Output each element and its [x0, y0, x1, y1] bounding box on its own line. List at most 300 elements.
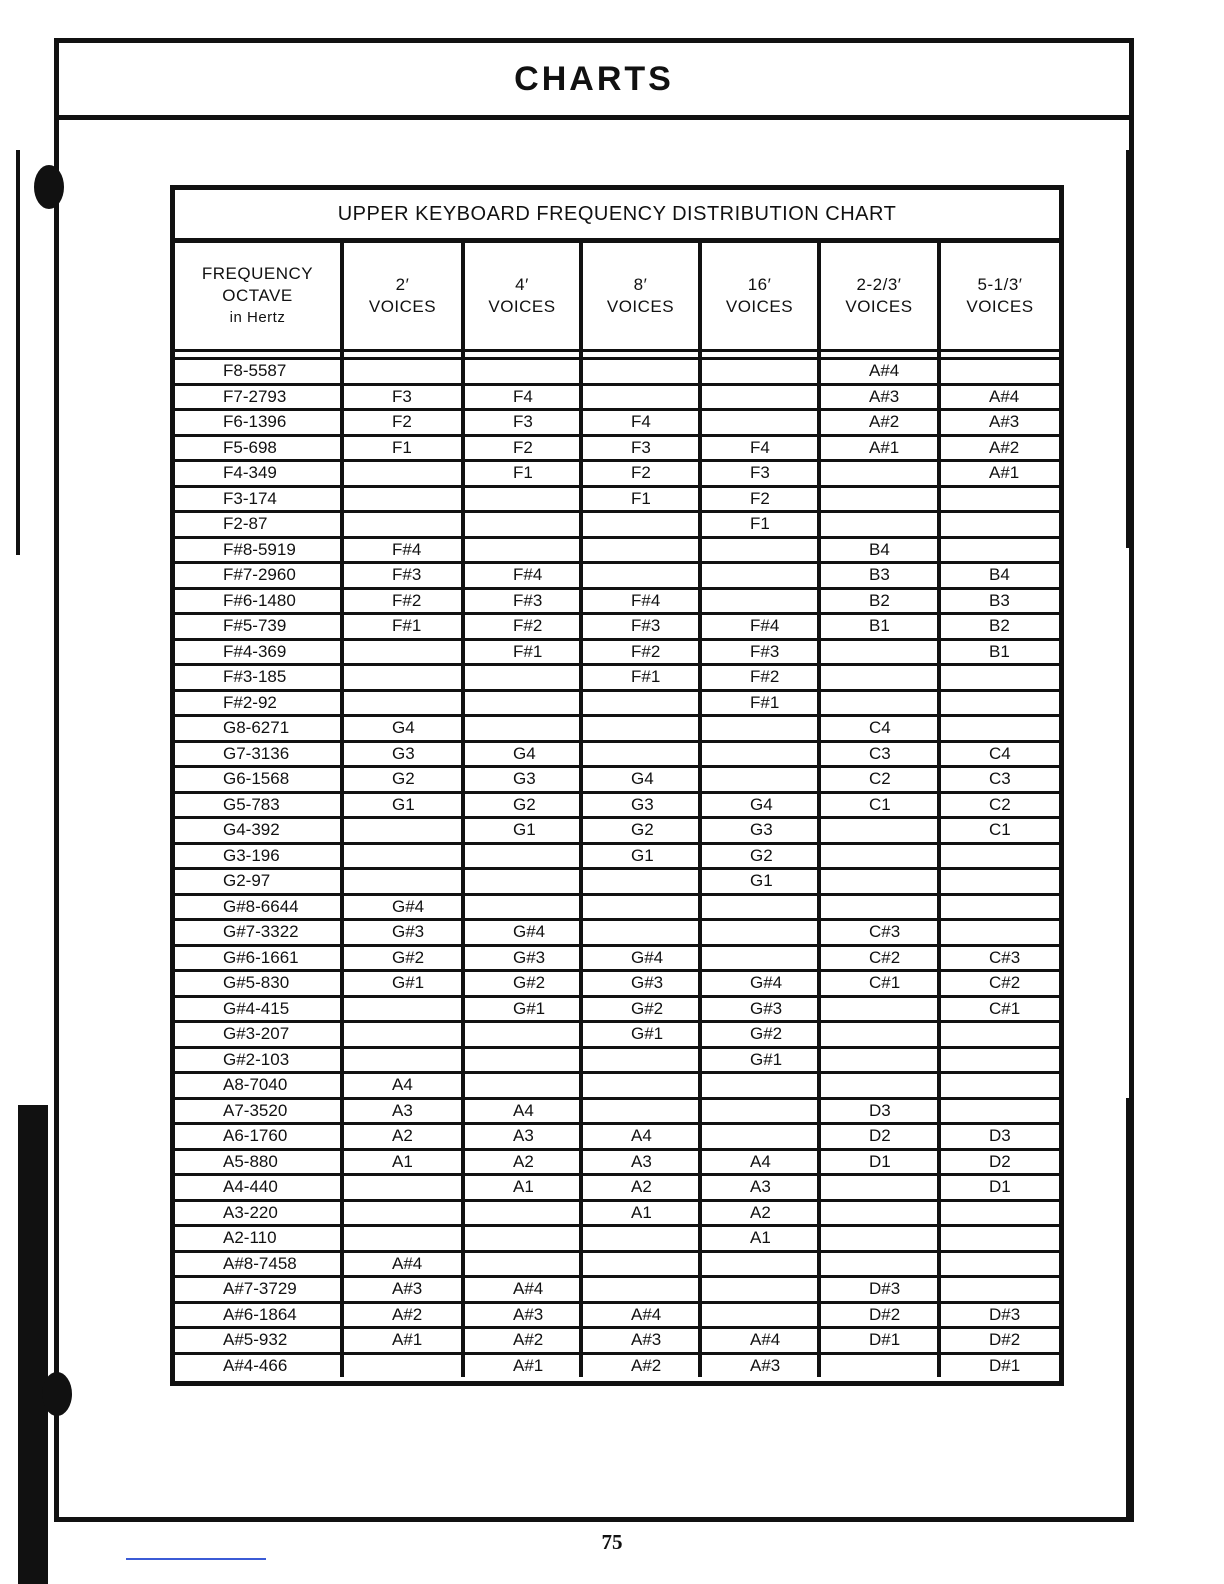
voices-2-cell — [342, 690, 463, 716]
voices-2-cell: F3 — [342, 384, 463, 410]
voices-2-2-3-cell — [819, 818, 939, 844]
frequency-cell: F#5-739 — [175, 614, 342, 640]
voices-8-cell — [581, 537, 700, 563]
voices-2-2-3-cell — [819, 1226, 939, 1252]
voices-4-cell: G#2 — [463, 971, 581, 997]
voices-5-1-3-cell — [939, 1073, 1059, 1099]
voices-2-cell — [342, 1047, 463, 1073]
frequency-cell: F3-174 — [175, 486, 342, 512]
table-row — [175, 1226, 1059, 1252]
frequency-table — [175, 243, 1059, 1377]
voices-16-cell — [700, 741, 819, 767]
voices-16-cell: A2 — [700, 1200, 819, 1226]
voices-2-cell — [342, 1175, 463, 1201]
voices-5-1-3-cell: D#2 — [939, 1328, 1059, 1354]
voices-8-cell — [581, 384, 700, 410]
frequency-cell: A7-3520 — [175, 1098, 342, 1124]
voices-4-cell: A2 — [463, 1149, 581, 1175]
voices-2-2-3-cell — [819, 1073, 939, 1099]
frequency-cell: F2-87 — [175, 512, 342, 538]
voices-5-1-3-cell: D#1 — [939, 1353, 1059, 1377]
voices-4-cell: G#1 — [463, 996, 581, 1022]
frequency-cell: A3-220 — [175, 1200, 342, 1226]
voices-8-cell: A2 — [581, 1175, 700, 1201]
voices-4-cell — [463, 1226, 581, 1252]
voices-8-cell: G#3 — [581, 971, 700, 997]
voices-2-2-3-cell — [819, 461, 939, 487]
frequency-cell: A6-1760 — [175, 1124, 342, 1150]
table-row — [175, 614, 1059, 640]
voices-2-cell: G#4 — [342, 894, 463, 920]
voices-16-cell: A1 — [700, 1226, 819, 1252]
table-row — [175, 869, 1059, 895]
voices-8-cell: A4 — [581, 1124, 700, 1150]
voices-5-1-3-cell — [939, 869, 1059, 895]
voices-2-cell: F2 — [342, 410, 463, 436]
header-divider-row — [175, 351, 1059, 359]
table-row — [175, 920, 1059, 946]
voices-16-cell — [700, 945, 819, 971]
voices-2-2-3-cell: A#2 — [819, 410, 939, 436]
frequency-cell: G5-783 — [175, 792, 342, 818]
voices-4-cell: A#1 — [463, 1353, 581, 1377]
table-row — [175, 486, 1059, 512]
voices-5-1-3-cell — [939, 1251, 1059, 1277]
voices-2-cell — [342, 1226, 463, 1252]
voices-8-cell — [581, 1073, 700, 1099]
voices-2-2-3-cell — [819, 1251, 939, 1277]
table-row — [175, 1022, 1059, 1048]
footer-rule — [126, 1558, 266, 1560]
voices-16-cell — [700, 1251, 819, 1277]
voices-8-cell — [581, 512, 700, 538]
table-row — [175, 716, 1059, 742]
voices-2-2-3-cell — [819, 843, 939, 869]
voices-2-2-3-cell: D#2 — [819, 1302, 939, 1328]
frequency-cell: F#6-1480 — [175, 588, 342, 614]
voices-5-1-3-cell: C3 — [939, 767, 1059, 793]
frequency-cell: G#4-415 — [175, 996, 342, 1022]
voices-5-1-3-cell — [939, 690, 1059, 716]
table-row — [175, 1277, 1059, 1303]
voices-16-cell — [700, 359, 819, 385]
frequency-chart — [170, 185, 1064, 1386]
voices-5-1-3-cell: A#4 — [939, 384, 1059, 410]
voices-4-cell: G1 — [463, 818, 581, 844]
voices-5-1-3-cell: C1 — [939, 818, 1059, 844]
voices-5-1-3-cell — [939, 1277, 1059, 1303]
voices-4-cell: A3 — [463, 1124, 581, 1150]
voices-2-cell: A2 — [342, 1124, 463, 1150]
table-row — [175, 563, 1059, 589]
voices-16-cell: F#1 — [700, 690, 819, 716]
frequency-cell: G#5-830 — [175, 971, 342, 997]
voices-2-cell — [342, 843, 463, 869]
voices-5-1-3-cell: D1 — [939, 1175, 1059, 1201]
table-row — [175, 1251, 1059, 1277]
voices-8-cell — [581, 869, 700, 895]
voices-16-cell — [700, 410, 819, 436]
frequency-cell: G4-392 — [175, 818, 342, 844]
voices-2-cell — [342, 665, 463, 691]
voices-16-cell: G1 — [700, 869, 819, 895]
voices-5-1-3-cell: A#2 — [939, 435, 1059, 461]
voices-4-cell — [463, 690, 581, 716]
voices-8-cell: G4 — [581, 767, 700, 793]
voices-16-cell — [700, 1124, 819, 1150]
voices-2-2-3-cell: A#1 — [819, 435, 939, 461]
voices-2-cell — [342, 486, 463, 512]
voices-2-cell — [342, 512, 463, 538]
voices-2-2-3-cell: C3 — [819, 741, 939, 767]
table-row — [175, 1073, 1059, 1099]
voices-8-cell: F#4 — [581, 588, 700, 614]
voices-16-cell: F3 — [700, 461, 819, 487]
voices-16-cell — [700, 920, 819, 946]
voices-2-2-3-cell — [819, 1353, 939, 1377]
voices-2-cell: F1 — [342, 435, 463, 461]
voices-2-2-3-cell: A#4 — [819, 359, 939, 385]
voices-2-2-3-cell: C#2 — [819, 945, 939, 971]
frequency-cell: F8-5587 — [175, 359, 342, 385]
voices-4-cell: F1 — [463, 461, 581, 487]
table-row — [175, 1047, 1059, 1073]
table-row — [175, 818, 1059, 844]
voices-16-cell: A#4 — [700, 1328, 819, 1354]
table-row — [175, 1149, 1059, 1175]
voices-16-cell — [700, 563, 819, 589]
voices-16-cell: F1 — [700, 512, 819, 538]
voices-2-cell — [342, 461, 463, 487]
chart-title: UPPER KEYBOARD FREQUENCY DISTRIBUTION CHART — [175, 190, 1059, 243]
voices-4-cell — [463, 1073, 581, 1099]
voices-5-1-3-cell: C#3 — [939, 945, 1059, 971]
voices-4-cell: F2 — [463, 435, 581, 461]
frequency-cell: G6-1568 — [175, 767, 342, 793]
voices-16-cell: G#2 — [700, 1022, 819, 1048]
voices-16-cell: F#4 — [700, 614, 819, 640]
voices-5-1-3-cell: D#3 — [939, 1302, 1059, 1328]
table-row — [175, 359, 1059, 385]
voices-2-2-3-cell: A#3 — [819, 384, 939, 410]
voices-8-cell: A3 — [581, 1149, 700, 1175]
voices-16-cell — [700, 537, 819, 563]
voices-8-cell: A#4 — [581, 1302, 700, 1328]
frequency-cell: F#8-5919 — [175, 537, 342, 563]
voices-16-cell — [700, 1098, 819, 1124]
voices-8-cell: F#2 — [581, 639, 700, 665]
table-row — [175, 461, 1059, 487]
frequency-cell: A2-110 — [175, 1226, 342, 1252]
voices-2-2-3-cell: D#3 — [819, 1277, 939, 1303]
voices-5-1-3-cell: B4 — [939, 563, 1059, 589]
voices-4-cell: F3 — [463, 410, 581, 436]
frequency-cell: F#4-369 — [175, 639, 342, 665]
voices-2-2-3-cell: B1 — [819, 614, 939, 640]
voices-2-2-3-cell: B2 — [819, 588, 939, 614]
table-row — [175, 843, 1059, 869]
voices-2-cell — [342, 818, 463, 844]
frequency-cell: G#8-6644 — [175, 894, 342, 920]
frequency-cell: F#2-92 — [175, 690, 342, 716]
column-header-2-voices: 2′ VOICES — [342, 243, 463, 351]
page-title: CHARTS — [59, 43, 1129, 120]
voices-2-cell — [342, 1200, 463, 1226]
table-row — [175, 971, 1059, 997]
voices-8-cell — [581, 741, 700, 767]
voices-5-1-3-cell — [939, 1022, 1059, 1048]
table-body — [175, 351, 1059, 1378]
voices-4-cell: A#4 — [463, 1277, 581, 1303]
voices-2-cell: A#2 — [342, 1302, 463, 1328]
voices-2-2-3-cell: C4 — [819, 716, 939, 742]
voices-16-cell: F#2 — [700, 665, 819, 691]
frequency-cell: G2-97 — [175, 869, 342, 895]
voices-16-cell: A3 — [700, 1175, 819, 1201]
voices-2-2-3-cell: D3 — [819, 1098, 939, 1124]
table-row — [175, 792, 1059, 818]
frequency-cell: A#8-7458 — [175, 1251, 342, 1277]
voices-16-cell: G#1 — [700, 1047, 819, 1073]
voices-2-cell — [342, 1353, 463, 1377]
voices-2-cell — [342, 1022, 463, 1048]
voices-4-cell — [463, 843, 581, 869]
voices-2-2-3-cell — [819, 894, 939, 920]
frequency-cell: A8-7040 — [175, 1073, 342, 1099]
voices-2-2-3-cell — [819, 1175, 939, 1201]
voices-2-cell — [342, 996, 463, 1022]
voices-8-cell — [581, 690, 700, 716]
table-row — [175, 1302, 1059, 1328]
voices-4-cell: F#1 — [463, 639, 581, 665]
voices-16-cell: F2 — [700, 486, 819, 512]
voices-2-2-3-cell — [819, 1022, 939, 1048]
column-header-4-voices: 4′ VOICES — [463, 243, 581, 351]
voices-2-2-3-cell: B4 — [819, 537, 939, 563]
frequency-cell: F4-349 — [175, 461, 342, 487]
frequency-cell: A#6-1864 — [175, 1302, 342, 1328]
voices-2-cell: A4 — [342, 1073, 463, 1099]
voices-16-cell: A#3 — [700, 1353, 819, 1377]
table-row — [175, 588, 1059, 614]
frequency-cell: G7-3136 — [175, 741, 342, 767]
frequency-cell: A#7-3729 — [175, 1277, 342, 1303]
column-header-5-1-3-voices: 5-1/3′ VOICES — [966, 275, 1034, 316]
voices-4-cell — [463, 1022, 581, 1048]
voices-5-1-3-cell: C#1 — [939, 996, 1059, 1022]
voices-2-2-3-cell: B3 — [819, 563, 939, 589]
frequency-cell: F#7-2960 — [175, 563, 342, 589]
voices-8-cell: G#1 — [581, 1022, 700, 1048]
table-header-row — [175, 243, 1059, 351]
voices-4-cell — [463, 894, 581, 920]
voices-8-cell: F4 — [581, 410, 700, 436]
voices-2-2-3-cell — [819, 690, 939, 716]
voices-8-cell — [581, 716, 700, 742]
voices-2-cell — [342, 639, 463, 665]
voices-16-cell — [700, 716, 819, 742]
voices-8-cell: G#4 — [581, 945, 700, 971]
voices-2-cell: A#4 — [342, 1251, 463, 1277]
voices-2-cell: F#3 — [342, 563, 463, 589]
voices-2-cell: A1 — [342, 1149, 463, 1175]
voices-4-cell: G4 — [463, 741, 581, 767]
voices-2-cell — [342, 359, 463, 385]
frequency-cell: G#7-3322 — [175, 920, 342, 946]
voices-16-cell — [700, 1302, 819, 1328]
voices-8-cell: F#3 — [581, 614, 700, 640]
voices-5-1-3-cell: B3 — [939, 588, 1059, 614]
table-row — [175, 512, 1059, 538]
frequency-cell: A4-440 — [175, 1175, 342, 1201]
voices-2-cell: F#1 — [342, 614, 463, 640]
voices-8-cell — [581, 1226, 700, 1252]
table-row — [175, 894, 1059, 920]
frequency-cell: A#5-932 — [175, 1328, 342, 1354]
voices-8-cell — [581, 1098, 700, 1124]
voices-5-1-3-cell — [939, 512, 1059, 538]
voices-5-1-3-cell — [939, 716, 1059, 742]
voices-2-cell: G3 — [342, 741, 463, 767]
voices-16-cell: A4 — [700, 1149, 819, 1175]
voices-2-cell: A#1 — [342, 1328, 463, 1354]
frequency-cell: G#2-103 — [175, 1047, 342, 1073]
voices-5-1-3-cell — [939, 359, 1059, 385]
voices-2-2-3-cell: C2 — [819, 767, 939, 793]
voices-8-cell — [581, 359, 700, 385]
voices-2-cell: A#3 — [342, 1277, 463, 1303]
voices-16-cell: G#3 — [700, 996, 819, 1022]
binder-edge-top — [16, 150, 20, 555]
frequency-cell: F6-1396 — [175, 410, 342, 436]
voices-8-cell: F#1 — [581, 665, 700, 691]
table-row — [175, 945, 1059, 971]
table-row — [175, 1200, 1059, 1226]
voices-2-2-3-cell: C1 — [819, 792, 939, 818]
voices-5-1-3-cell — [939, 486, 1059, 512]
voices-8-cell: F3 — [581, 435, 700, 461]
voices-2-cell: G4 — [342, 716, 463, 742]
voices-8-cell: A#2 — [581, 1353, 700, 1377]
voices-4-cell: A4 — [463, 1098, 581, 1124]
voices-8-cell: G3 — [581, 792, 700, 818]
voices-4-cell: G3 — [463, 767, 581, 793]
voices-4-cell: F#3 — [463, 588, 581, 614]
voices-4-cell — [463, 716, 581, 742]
table-row — [175, 1098, 1059, 1124]
voices-16-cell: G3 — [700, 818, 819, 844]
voices-4-cell: F#4 — [463, 563, 581, 589]
table-row — [175, 639, 1059, 665]
column-header-frequency: FREQUENCY OCTAVE in Hertz — [175, 243, 342, 351]
voices-2-2-3-cell — [819, 486, 939, 512]
voices-2-cell: G#1 — [342, 971, 463, 997]
voices-8-cell: G1 — [581, 843, 700, 869]
voices-5-1-3-cell: D3 — [939, 1124, 1059, 1150]
voices-4-cell: F#2 — [463, 614, 581, 640]
frequency-cell: G8-6271 — [175, 716, 342, 742]
frequency-cell: A#4-466 — [175, 1353, 342, 1377]
voices-16-cell — [700, 1073, 819, 1099]
voices-2-cell: G#3 — [342, 920, 463, 946]
table-row — [175, 1124, 1059, 1150]
voices-5-1-3-cell — [939, 1098, 1059, 1124]
voices-2-cell: A3 — [342, 1098, 463, 1124]
voices-5-1-3-cell — [939, 1047, 1059, 1073]
voices-8-cell: G2 — [581, 818, 700, 844]
voices-5-1-3-cell: B2 — [939, 614, 1059, 640]
voices-4-cell: G2 — [463, 792, 581, 818]
voices-8-cell — [581, 920, 700, 946]
voices-16-cell: F#3 — [700, 639, 819, 665]
voices-4-cell — [463, 486, 581, 512]
voices-4-cell: A#3 — [463, 1302, 581, 1328]
table-row — [175, 741, 1059, 767]
table-row — [175, 690, 1059, 716]
voices-2-2-3-cell: D2 — [819, 1124, 939, 1150]
voices-2-2-3-cell: D#1 — [819, 1328, 939, 1354]
voices-16-cell — [700, 767, 819, 793]
column-header-16-voices: 16′ VOICES — [700, 243, 819, 351]
voices-8-cell — [581, 894, 700, 920]
voices-2-cell: G2 — [342, 767, 463, 793]
voices-16-cell — [700, 894, 819, 920]
voices-5-1-3-cell — [939, 920, 1059, 946]
voices-8-cell: G#2 — [581, 996, 700, 1022]
binder-edge-bottom — [18, 1105, 48, 1584]
voices-8-cell: F2 — [581, 461, 700, 487]
voices-16-cell — [700, 588, 819, 614]
voices-4-cell: F4 — [463, 384, 581, 410]
voices-4-cell: A#2 — [463, 1328, 581, 1354]
voices-4-cell — [463, 1200, 581, 1226]
voices-5-1-3-cell — [939, 1226, 1059, 1252]
voices-4-cell — [463, 512, 581, 538]
voices-2-2-3-cell: C#1 — [819, 971, 939, 997]
voices-2-cell — [342, 869, 463, 895]
voices-2-cell: G#2 — [342, 945, 463, 971]
voices-16-cell: G2 — [700, 843, 819, 869]
frequency-cell: G#3-207 — [175, 1022, 342, 1048]
voices-2-cell: F#2 — [342, 588, 463, 614]
voices-8-cell — [581, 563, 700, 589]
voices-8-cell: F1 — [581, 486, 700, 512]
voices-5-1-3-cell — [939, 537, 1059, 563]
voices-5-1-3-cell — [939, 843, 1059, 869]
voices-4-cell — [463, 359, 581, 385]
frequency-cell: F5-698 — [175, 435, 342, 461]
frequency-cell: F7-2793 — [175, 384, 342, 410]
table-row — [175, 435, 1059, 461]
page-number: 75 — [601, 1530, 623, 1554]
frequency-cell: G3-196 — [175, 843, 342, 869]
voices-2-2-3-cell — [819, 1200, 939, 1226]
voices-2-2-3-cell — [819, 665, 939, 691]
voices-4-cell: A1 — [463, 1175, 581, 1201]
voices-5-1-3-cell: D2 — [939, 1149, 1059, 1175]
voices-8-cell — [581, 1047, 700, 1073]
table-row — [175, 537, 1059, 563]
frequency-cell: G#6-1661 — [175, 945, 342, 971]
voices-5-1-3-cell — [939, 665, 1059, 691]
column-header-2-2-3-voices: 2-2/3′ VOICES — [819, 243, 939, 351]
voices-5-1-3-cell — [939, 1200, 1059, 1226]
table-row — [175, 1175, 1059, 1201]
voices-2-cell: G1 — [342, 792, 463, 818]
voices-8-cell: A#3 — [581, 1328, 700, 1354]
table-row — [175, 384, 1059, 410]
table-row — [175, 1328, 1059, 1354]
